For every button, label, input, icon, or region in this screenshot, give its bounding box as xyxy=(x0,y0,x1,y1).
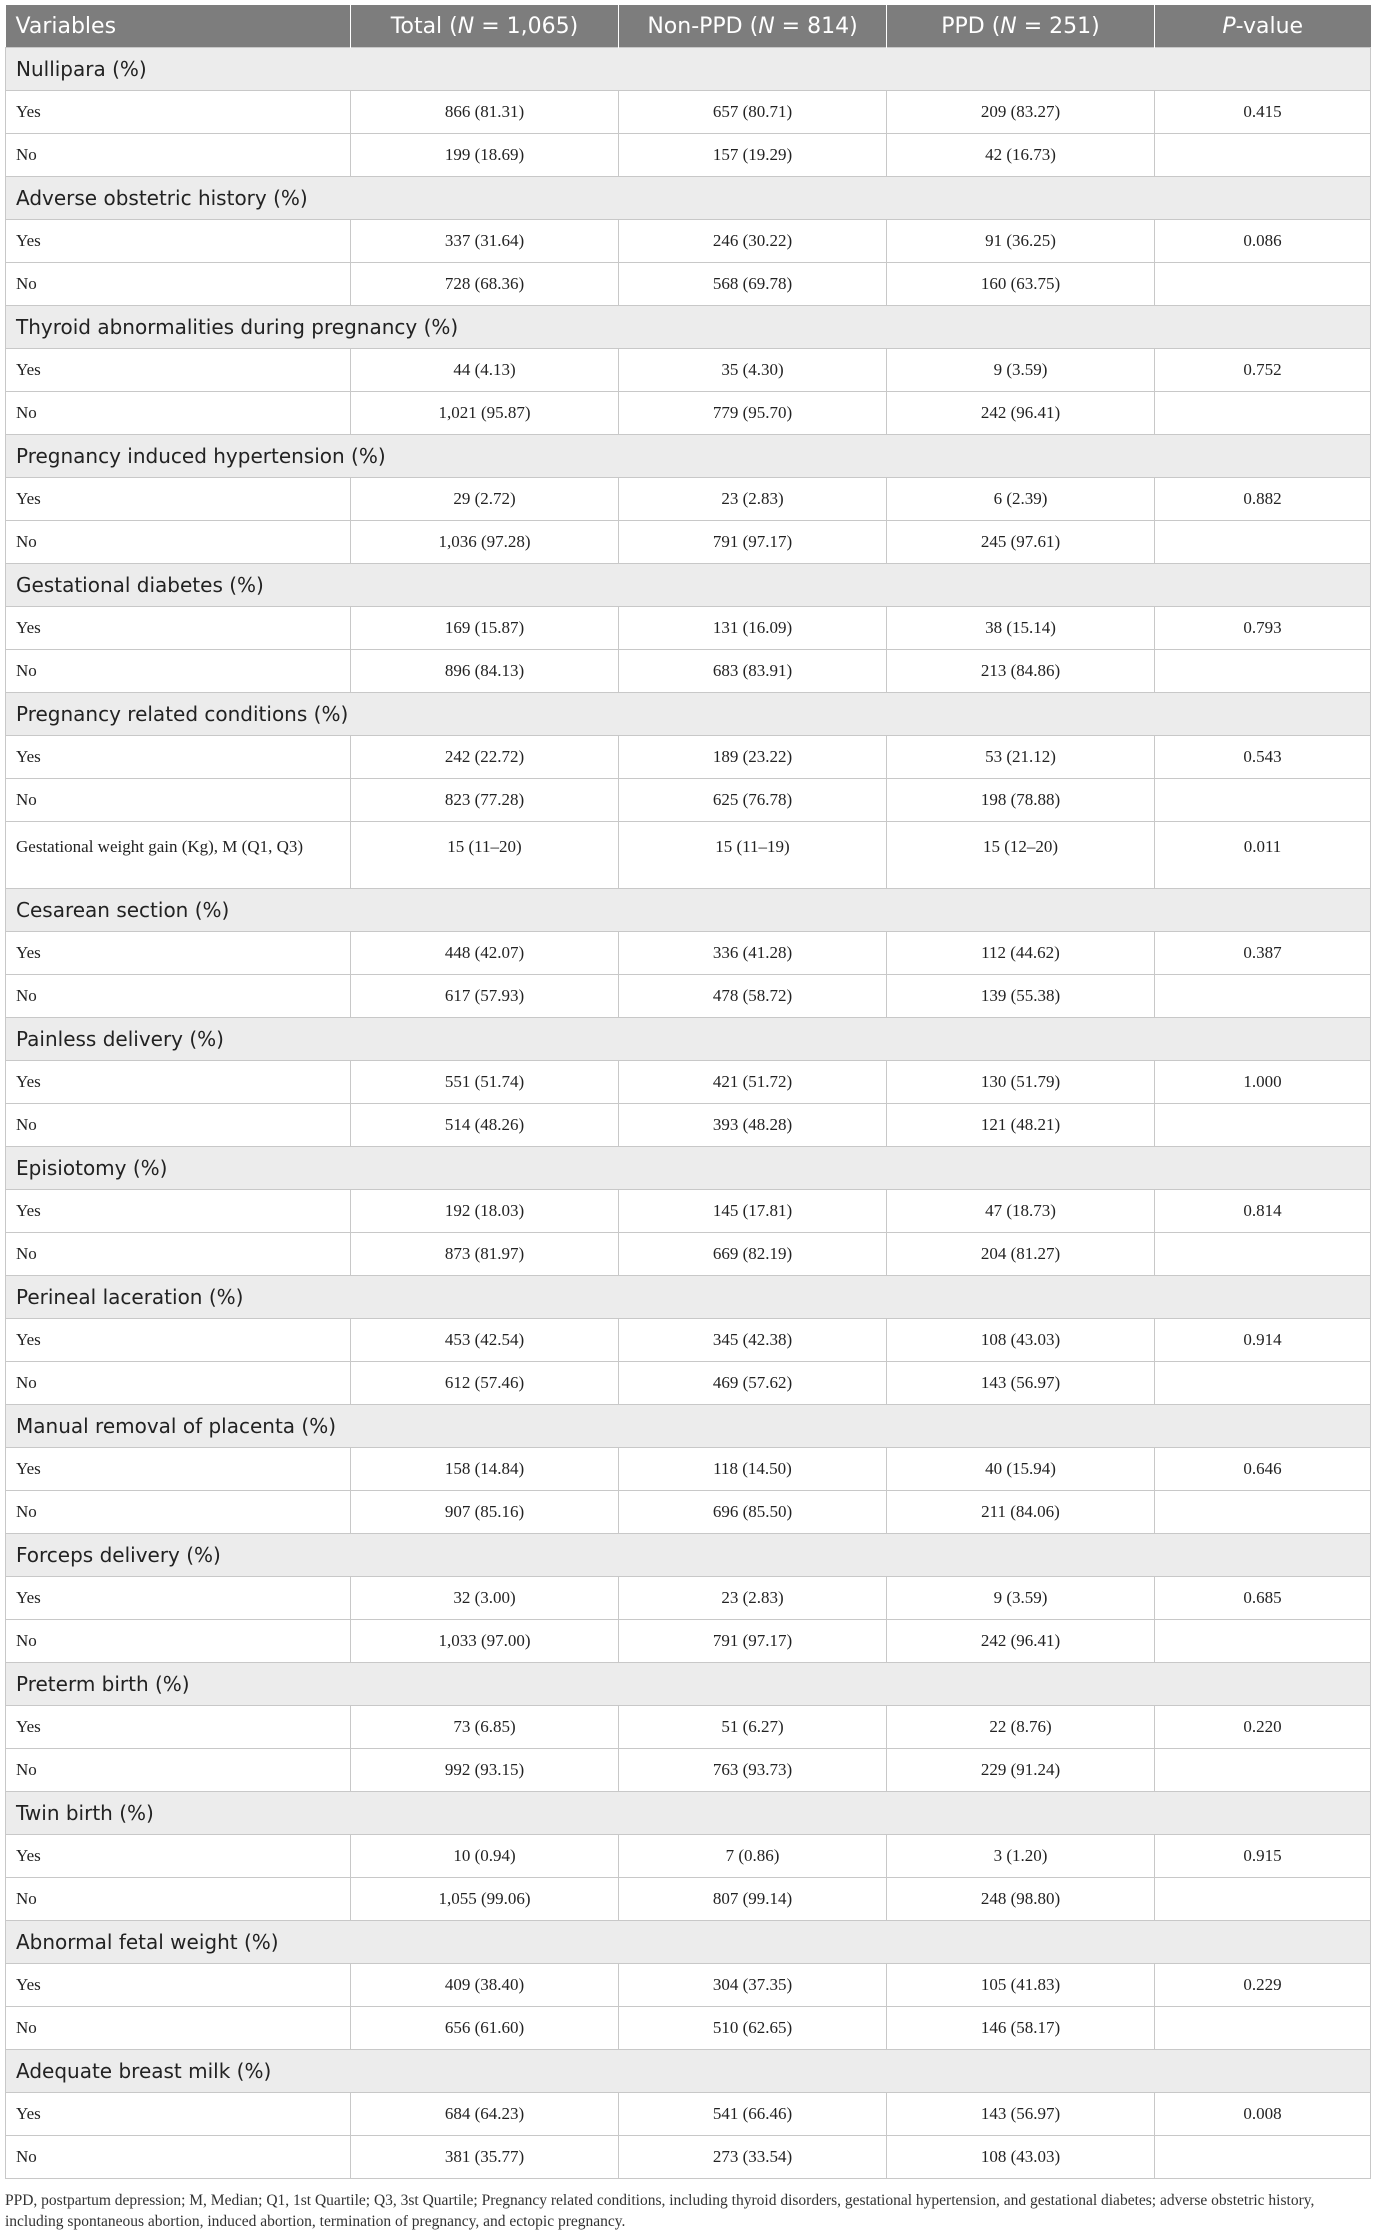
total-cell: 448 (42.07) xyxy=(351,932,619,975)
section-header-row xyxy=(6,1534,1371,1577)
p-value-cell: 0.086 xyxy=(1155,220,1371,263)
row-label: Yes xyxy=(6,91,351,134)
p-value-cell xyxy=(1155,1620,1371,1663)
row-label: Yes xyxy=(6,736,351,779)
table-row xyxy=(6,1061,1371,1104)
non-ppd-cell: 304 (37.35) xyxy=(619,1964,887,2007)
non-ppd-cell: 807 (99.14) xyxy=(619,1878,887,1921)
non-ppd-cell: 23 (2.83) xyxy=(619,478,887,521)
total-cell: 199 (18.69) xyxy=(351,134,619,177)
section-header-row xyxy=(6,1792,1371,1835)
total-cell: 656 (61.60) xyxy=(351,2007,619,2050)
table-row xyxy=(6,1190,1371,1233)
p-value-cell xyxy=(1155,1104,1371,1147)
col-header-non-ppd xyxy=(619,5,887,48)
non-ppd-cell: 145 (17.81) xyxy=(619,1190,887,1233)
ppd-cell: 209 (83.27) xyxy=(887,91,1155,134)
total-cell: 169 (15.87) xyxy=(351,607,619,650)
total-cell: 873 (81.97) xyxy=(351,1233,619,1276)
row-label: Yes xyxy=(6,220,351,263)
ppd-cell: 15 (12–20) xyxy=(887,822,1155,889)
total-cell: 15 (11–20) xyxy=(351,822,619,889)
table-row xyxy=(6,1491,1371,1534)
table-row xyxy=(6,779,1371,822)
p-value-cell xyxy=(1155,521,1371,564)
section-label: Forceps delivery (%) xyxy=(6,1534,1371,1577)
row-label: Yes xyxy=(6,1706,351,1749)
total-cell: 44 (4.13) xyxy=(351,349,619,392)
table-container xyxy=(5,5,1370,2179)
section-header-row xyxy=(6,693,1371,736)
total-cell: 896 (84.13) xyxy=(351,650,619,693)
p-value-cell: 0.752 xyxy=(1155,349,1371,392)
row-label: Yes xyxy=(6,607,351,650)
section-label: Painless delivery (%) xyxy=(6,1018,1371,1061)
col-header-ppd-post: = 251) xyxy=(1016,13,1100,39)
col-header-ppd-pre: PPD ( xyxy=(941,13,1001,39)
ppd-cell: 108 (43.03) xyxy=(887,1319,1155,1362)
non-ppd-cell: 246 (30.22) xyxy=(619,220,887,263)
total-cell: 409 (38.40) xyxy=(351,1964,619,2007)
p-value-cell: 0.646 xyxy=(1155,1448,1371,1491)
col-header-variables xyxy=(6,5,351,48)
row-label: No xyxy=(6,975,351,1018)
table-row xyxy=(6,134,1371,177)
table-header xyxy=(6,5,1371,48)
non-ppd-cell: 15 (11–19) xyxy=(619,822,887,889)
ppd-cell: 121 (48.21) xyxy=(887,1104,1155,1147)
row-label: No xyxy=(6,521,351,564)
ppd-cell: 160 (63.75) xyxy=(887,263,1155,306)
p-value-cell xyxy=(1155,975,1371,1018)
row-label: No xyxy=(6,134,351,177)
section-label: Adequate breast milk (%) xyxy=(6,2050,1371,2093)
section-header-row xyxy=(6,48,1371,91)
ppd-cell: 229 (91.24) xyxy=(887,1749,1155,1792)
ppd-cell: 105 (41.83) xyxy=(887,1964,1155,2007)
total-cell: 381 (35.77) xyxy=(351,2136,619,2179)
table-row xyxy=(6,2007,1371,2050)
total-cell: 728 (68.36) xyxy=(351,263,619,306)
col-header-ppd xyxy=(887,5,1155,48)
p-value-cell xyxy=(1155,1233,1371,1276)
row-label: No xyxy=(6,2007,351,2050)
p-value-cell xyxy=(1155,1362,1371,1405)
total-cell: 514 (48.26) xyxy=(351,1104,619,1147)
table-row xyxy=(6,349,1371,392)
section-header-row xyxy=(6,2050,1371,2093)
row-label: No xyxy=(6,1104,351,1147)
total-cell: 1,036 (97.28) xyxy=(351,521,619,564)
row-label: No xyxy=(6,1362,351,1405)
p-value-cell xyxy=(1155,1491,1371,1534)
non-ppd-cell: 696 (85.50) xyxy=(619,1491,887,1534)
row-label: No xyxy=(6,392,351,435)
total-cell: 32 (3.00) xyxy=(351,1577,619,1620)
section-label: Pregnancy related conditions (%) xyxy=(6,693,1371,736)
ppd-cell: 91 (36.25) xyxy=(887,220,1155,263)
col-header-ppd-n: N xyxy=(1000,13,1017,39)
p-value-cell: 0.915 xyxy=(1155,1835,1371,1878)
p-value-cell: 0.814 xyxy=(1155,1190,1371,1233)
row-label: No xyxy=(6,263,351,306)
section-header-row xyxy=(6,1147,1371,1190)
section-label: Twin birth (%) xyxy=(6,1792,1371,1835)
non-ppd-cell: 51 (6.27) xyxy=(619,1706,887,1749)
row-label: No xyxy=(6,1878,351,1921)
row-label: Yes xyxy=(6,478,351,521)
col-header-total-post: = 1,065) xyxy=(474,13,579,39)
total-cell: 10 (0.94) xyxy=(351,1835,619,1878)
table-row xyxy=(6,220,1371,263)
col-header-p-italic: P xyxy=(1222,13,1236,39)
p-value-cell: 0.008 xyxy=(1155,2093,1371,2136)
section-label: Preterm birth (%) xyxy=(6,1663,1371,1706)
ppd-cell: 242 (96.41) xyxy=(887,1620,1155,1663)
table-row xyxy=(6,650,1371,693)
row-label: No xyxy=(6,2136,351,2179)
row-label: Yes xyxy=(6,1577,351,1620)
col-header-total-pre: Total ( xyxy=(390,13,458,39)
col-header-p-rest: -value xyxy=(1235,13,1304,39)
ppd-cell: 40 (15.94) xyxy=(887,1448,1155,1491)
col-header-non-ppd-pre: Non-PPD ( xyxy=(647,13,759,39)
section-header-row xyxy=(6,1921,1371,1964)
ppd-cell: 3 (1.20) xyxy=(887,1835,1155,1878)
row-label: No xyxy=(6,779,351,822)
p-value-cell xyxy=(1155,134,1371,177)
p-value-cell: 0.220 xyxy=(1155,1706,1371,1749)
ppd-cell: 130 (51.79) xyxy=(887,1061,1155,1104)
table-row xyxy=(6,1878,1371,1921)
row-label: No xyxy=(6,1491,351,1534)
total-cell: 453 (42.54) xyxy=(351,1319,619,1362)
table-row xyxy=(6,2093,1371,2136)
table-row xyxy=(6,1104,1371,1147)
table-row xyxy=(6,392,1371,435)
section-header-row xyxy=(6,889,1371,932)
p-value-cell xyxy=(1155,2007,1371,2050)
p-value-cell: 0.387 xyxy=(1155,932,1371,975)
p-value-cell xyxy=(1155,263,1371,306)
p-value-cell: 0.011 xyxy=(1155,822,1371,889)
p-value-cell xyxy=(1155,779,1371,822)
total-cell: 242 (22.72) xyxy=(351,736,619,779)
p-value-cell: 0.685 xyxy=(1155,1577,1371,1620)
total-cell: 992 (93.15) xyxy=(351,1749,619,1792)
p-value-cell: 0.415 xyxy=(1155,91,1371,134)
p-value-cell xyxy=(1155,650,1371,693)
non-ppd-cell: 469 (57.62) xyxy=(619,1362,887,1405)
row-label: No xyxy=(6,1233,351,1276)
ppd-cell: 211 (84.06) xyxy=(887,1491,1155,1534)
total-cell: 337 (31.64) xyxy=(351,220,619,263)
table-row xyxy=(6,478,1371,521)
table-footnote: PPD, postpartum depression; M, Median; Q1, 1st Quartile; Q3, 3st Quartile; Pregnancy related conditions, including thyroid disorders, gestational hypertension, and gestational diabetes; adverse obstetric history, including spontaneous abortion, induced abortion, termination of pregnancy, and ectopic pregnancy. xyxy=(5,2192,1315,2230)
non-ppd-cell: 273 (33.54) xyxy=(619,2136,887,2179)
table-row xyxy=(6,607,1371,650)
non-ppd-cell: 478 (58.72) xyxy=(619,975,887,1018)
ppd-cell: 245 (97.61) xyxy=(887,521,1155,564)
table-row xyxy=(6,91,1371,134)
ppd-cell: 143 (56.97) xyxy=(887,2093,1155,2136)
col-header-total-n: N xyxy=(457,13,475,39)
col-header-variables-text: Variables xyxy=(15,13,117,39)
ppd-cell: 42 (16.73) xyxy=(887,134,1155,177)
row-label: Gestational weight gain (Kg), M (Q1, Q3) xyxy=(6,822,351,889)
ppd-cell: 53 (21.12) xyxy=(887,736,1155,779)
ppd-cell: 38 (15.14) xyxy=(887,607,1155,650)
table-row xyxy=(6,1620,1371,1663)
non-ppd-cell: 568 (69.78) xyxy=(619,263,887,306)
row-label: Yes xyxy=(6,1061,351,1104)
non-ppd-cell: 336 (41.28) xyxy=(619,932,887,975)
col-header-p-value xyxy=(1155,5,1371,48)
table-row xyxy=(6,1964,1371,2007)
non-ppd-cell: 393 (48.28) xyxy=(619,1104,887,1147)
p-value-cell: 0.229 xyxy=(1155,1964,1371,2007)
non-ppd-cell: 131 (16.09) xyxy=(619,607,887,650)
ppd-cell: 242 (96.41) xyxy=(887,392,1155,435)
p-value-cell: 0.914 xyxy=(1155,1319,1371,1362)
ppd-cell: 47 (18.73) xyxy=(887,1190,1155,1233)
ppd-cell: 108 (43.03) xyxy=(887,2136,1155,2179)
table-row xyxy=(6,822,1371,889)
non-ppd-cell: 657 (80.71) xyxy=(619,91,887,134)
table-body xyxy=(6,48,1371,2179)
row-label: Yes xyxy=(6,932,351,975)
p-value-cell xyxy=(1155,1878,1371,1921)
non-ppd-cell: 510 (62.65) xyxy=(619,2007,887,2050)
header-row xyxy=(6,5,1371,48)
non-ppd-cell: 118 (14.50) xyxy=(619,1448,887,1491)
table-row xyxy=(6,736,1371,779)
ppd-cell: 213 (84.86) xyxy=(887,650,1155,693)
p-value-cell xyxy=(1155,392,1371,435)
p-value-cell: 0.543 xyxy=(1155,736,1371,779)
section-label: Episiotomy (%) xyxy=(6,1147,1371,1190)
non-ppd-cell: 421 (51.72) xyxy=(619,1061,887,1104)
non-ppd-cell: 23 (2.83) xyxy=(619,1577,887,1620)
non-ppd-cell: 763 (93.73) xyxy=(619,1749,887,1792)
section-label: Perineal laceration (%) xyxy=(6,1276,1371,1319)
table-row xyxy=(6,521,1371,564)
col-header-total xyxy=(351,5,619,48)
p-value-cell xyxy=(1155,2136,1371,2179)
section-label: Nullipara (%) xyxy=(6,48,1371,91)
section-header-row xyxy=(6,564,1371,607)
total-cell: 1,055 (99.06) xyxy=(351,1878,619,1921)
section-label: Gestational diabetes (%) xyxy=(6,564,1371,607)
section-header-row xyxy=(6,1018,1371,1061)
col-header-non-ppd-n: N xyxy=(758,13,775,39)
p-value-cell: 0.793 xyxy=(1155,607,1371,650)
col-header-non-ppd-post: = 814) xyxy=(774,13,858,39)
total-cell: 192 (18.03) xyxy=(351,1190,619,1233)
ppd-cell: 248 (98.80) xyxy=(887,1878,1155,1921)
section-header-row xyxy=(6,1405,1371,1448)
table-row xyxy=(6,1448,1371,1491)
ppd-cell: 112 (44.62) xyxy=(887,932,1155,975)
section-header-row xyxy=(6,306,1371,349)
p-value-cell: 1.000 xyxy=(1155,1061,1371,1104)
non-ppd-cell: 625 (76.78) xyxy=(619,779,887,822)
table-row xyxy=(6,932,1371,975)
non-ppd-cell: 779 (95.70) xyxy=(619,392,887,435)
table-row xyxy=(6,1577,1371,1620)
table-row xyxy=(6,975,1371,1018)
section-header-row xyxy=(6,435,1371,478)
non-ppd-cell: 345 (42.38) xyxy=(619,1319,887,1362)
total-cell: 551 (51.74) xyxy=(351,1061,619,1104)
total-cell: 73 (6.85) xyxy=(351,1706,619,1749)
section-label: Manual removal of placenta (%) xyxy=(6,1405,1371,1448)
table-row xyxy=(6,1749,1371,1792)
row-label: Yes xyxy=(6,1190,351,1233)
ppd-cell: 6 (2.39) xyxy=(887,478,1155,521)
section-label: Thyroid abnormalities during pregnancy (%) xyxy=(6,306,1371,349)
row-label: No xyxy=(6,650,351,693)
non-ppd-cell: 157 (19.29) xyxy=(619,134,887,177)
row-label: Yes xyxy=(6,349,351,392)
section-label: Cesarean section (%) xyxy=(6,889,1371,932)
ppd-cell: 198 (78.88) xyxy=(887,779,1155,822)
p-value-cell: 0.882 xyxy=(1155,478,1371,521)
ppd-cell: 143 (56.97) xyxy=(887,1362,1155,1405)
ppd-cell: 9 (3.59) xyxy=(887,1577,1155,1620)
section-label: Adverse obstetric history (%) xyxy=(6,177,1371,220)
section-header-row xyxy=(6,177,1371,220)
non-ppd-cell: 683 (83.91) xyxy=(619,650,887,693)
ppd-cell: 9 (3.59) xyxy=(887,349,1155,392)
table-row xyxy=(6,263,1371,306)
table-row xyxy=(6,2136,1371,2179)
row-label: Yes xyxy=(6,1835,351,1878)
non-ppd-cell: 189 (23.22) xyxy=(619,736,887,779)
total-cell: 907 (85.16) xyxy=(351,1491,619,1534)
section-label: Abnormal fetal weight (%) xyxy=(6,1921,1371,1964)
row-label: Yes xyxy=(6,2093,351,2136)
section-header-row xyxy=(6,1663,1371,1706)
non-ppd-cell: 541 (66.46) xyxy=(619,2093,887,2136)
ppd-cell: 146 (58.17) xyxy=(887,2007,1155,2050)
total-cell: 617 (57.93) xyxy=(351,975,619,1018)
total-cell: 612 (57.46) xyxy=(351,1362,619,1405)
total-cell: 684 (64.23) xyxy=(351,2093,619,2136)
table-row xyxy=(6,1835,1371,1878)
p-value-cell xyxy=(1155,1749,1371,1792)
row-label: Yes xyxy=(6,1964,351,2007)
total-cell: 29 (2.72) xyxy=(351,478,619,521)
section-label: Pregnancy induced hypertension (%) xyxy=(6,435,1371,478)
ppd-cell: 204 (81.27) xyxy=(887,1233,1155,1276)
table-row xyxy=(6,1362,1371,1405)
non-ppd-cell: 35 (4.30) xyxy=(619,349,887,392)
section-header-row xyxy=(6,1276,1371,1319)
row-label: No xyxy=(6,1749,351,1792)
non-ppd-cell: 791 (97.17) xyxy=(619,521,887,564)
row-label: Yes xyxy=(6,1448,351,1491)
non-ppd-cell: 791 (97.17) xyxy=(619,1620,887,1663)
non-ppd-cell: 669 (82.19) xyxy=(619,1233,887,1276)
non-ppd-cell: 7 (0.86) xyxy=(619,1835,887,1878)
row-label: No xyxy=(6,1620,351,1663)
total-cell: 1,033 (97.00) xyxy=(351,1620,619,1663)
row-label: Yes xyxy=(6,1319,351,1362)
total-cell: 158 (14.84) xyxy=(351,1448,619,1491)
total-cell: 866 (81.31) xyxy=(351,91,619,134)
total-cell: 1,021 (95.87) xyxy=(351,392,619,435)
ppd-cell: 139 (55.38) xyxy=(887,975,1155,1018)
table-row xyxy=(6,1319,1371,1362)
ppd-cell: 22 (8.76) xyxy=(887,1706,1155,1749)
total-cell: 823 (77.28) xyxy=(351,779,619,822)
table-row xyxy=(6,1706,1371,1749)
table-row xyxy=(6,1233,1371,1276)
data-table xyxy=(5,5,1371,2179)
